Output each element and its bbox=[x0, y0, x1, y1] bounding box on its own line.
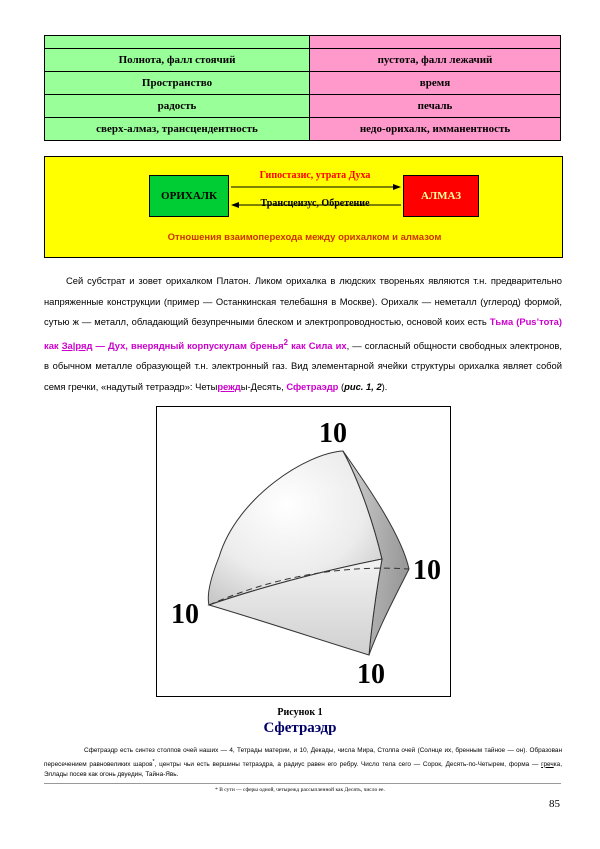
paragraph-highlight: как Сила их bbox=[288, 339, 347, 351]
description-text: Сфетраэдр есть синтез столпов очей наших — 4, Тетрады материи, и 10, Декады, числа Мира, Столпа очей (Солнце их, бренным тайное — он). Образован пересечением равновеликих шаров bbox=[44, 747, 562, 768]
paragraph-text: Сей субстрат и зовет орихалком Платон. Ликом орихалка в людских твореньях являются т.н. предварительно напряженные конструкции (пример — Останкинская телебашня в Москве). Орихалк — неметалл (углерод) формой, сутью ж — металл, обладающий безупречными блеском и электропроводностью, основой коих есть bbox=[44, 275, 562, 327]
vertex-label-bottom: 10 bbox=[357, 659, 385, 690]
hypostasis-label: Гипостазис, утрата Духа bbox=[259, 170, 371, 181]
sphetrahedron-drawing bbox=[157, 407, 450, 696]
diagram-caption: Отношения взаимоперехода между орихалком и алмазом bbox=[167, 232, 442, 243]
paragraph-highlight: Тьма (Pus’тота) как bbox=[44, 316, 563, 351]
footnote-divider bbox=[44, 783, 561, 784]
transcensus-label: Трансцеизус, Обретение bbox=[260, 198, 370, 209]
paragraph-text: ы-Десять, bbox=[240, 380, 287, 392]
table-row bbox=[45, 36, 561, 49]
vertex-label-right: 10 bbox=[413, 555, 441, 586]
diamond-box: АЛМАЗ bbox=[403, 175, 479, 217]
table-cell-right: печаль bbox=[310, 95, 561, 118]
table-cell-left: радость bbox=[45, 95, 310, 118]
figure-number: Рисунок 1 bbox=[277, 707, 323, 718]
paragraph-text: ). bbox=[381, 380, 388, 392]
footnote-ref: 2 bbox=[283, 337, 289, 347]
paragraph-text: ( bbox=[338, 380, 345, 392]
page-number: 85 bbox=[549, 798, 560, 810]
footnote: * В сути — сферы одной, четырежд рассыпленной как Десять, число ее. bbox=[215, 787, 385, 793]
table-row bbox=[45, 72, 561, 95]
paragraph-highlight: — Дух, внерядный корпускулам бренья bbox=[92, 339, 284, 351]
orichalc-box: ОРИХАЛК bbox=[149, 175, 229, 217]
vertex-label-top: 10 bbox=[319, 418, 347, 449]
table-row bbox=[45, 118, 561, 141]
transition-diagram bbox=[44, 156, 563, 258]
table-row bbox=[45, 49, 561, 72]
description-text: ка, Эллады посев как огонь двуедин, Тайна-Явь. bbox=[44, 760, 563, 779]
description-underlined: греч bbox=[541, 760, 554, 768]
footnote-marker: * bbox=[152, 758, 155, 765]
table-cell-right: недо-орихалк, имманентность bbox=[310, 118, 561, 141]
paragraph-text: , — согласный общности свободных электронов, в обычном металле образующей т.н. электронный газ. Вид элементарной ячейки структуры орихалка являет собой семя гречки, «надутый тетраэдр»: Четы bbox=[44, 339, 563, 392]
body-paragraph bbox=[44, 271, 562, 397]
table-cell-right: пустота, фалл лежачий bbox=[310, 49, 561, 72]
table-row bbox=[45, 95, 561, 118]
figure-reference: рис. 1, 2 bbox=[344, 380, 382, 392]
table-cell-right: время bbox=[310, 72, 561, 95]
figure-title: Сфетраэдр bbox=[263, 720, 337, 736]
table-cell-right bbox=[310, 36, 561, 49]
paragraph-highlight-underlined: режд bbox=[217, 380, 241, 392]
paragraph-highlight-underlined: За|ряд bbox=[61, 339, 93, 351]
table-cell-left: Пространство bbox=[45, 72, 310, 95]
table-cell-left: сверх-алмаз, трансцендентность bbox=[45, 118, 310, 141]
opposites-table bbox=[44, 35, 561, 141]
description-text: , центры чьи есть вершины тетраэдра, а радиус равен его ребру. Число тела сего — Сорок, Десять-по-Четырем, форма — bbox=[154, 760, 542, 768]
paragraph-highlight: Сфетраэдр bbox=[286, 380, 339, 392]
figure-description bbox=[44, 746, 562, 781]
table-cell-left: Полнота, фалл стоячий bbox=[45, 49, 310, 72]
vertex-label-left: 10 bbox=[171, 599, 199, 630]
table-cell-left bbox=[45, 36, 310, 49]
sphetrahedron-figure bbox=[156, 406, 451, 697]
